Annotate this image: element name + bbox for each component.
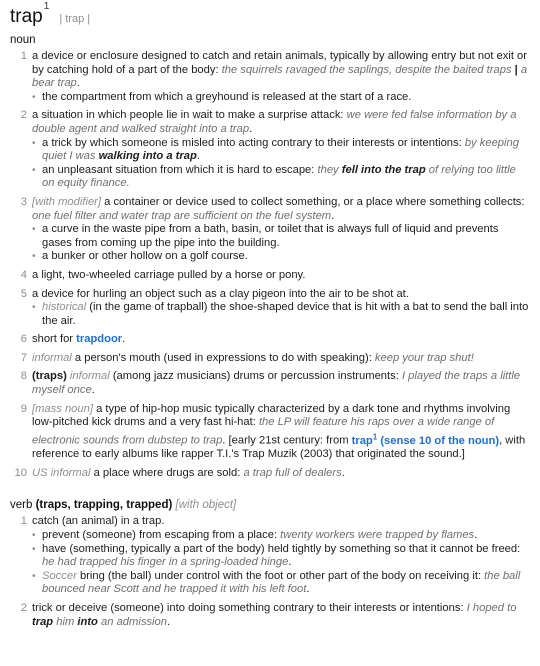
- verb-forms: (traps, trapping, trapped): [35, 499, 173, 512]
- punct: .: [249, 122, 253, 135]
- example: the LP will feature his raps over a wide range of electronic sounds from dubstep to trap: [32, 416, 495, 447]
- example: a bear trap: [32, 63, 528, 90]
- sense-number: 2: [20, 601, 27, 614]
- example: we were fed false information by a double agent and walked straight into a trap: [32, 109, 517, 135]
- definition: a device or enclosure designed to catch and retain animals, typically by allowing entry but not exit or by catching hold of a part of the body:: [32, 50, 528, 76]
- register-label: US informal: [32, 466, 91, 479]
- sense-number: 10: [14, 466, 27, 479]
- bullet-icon: •: [32, 137, 36, 149]
- example: they fell into the trap of relying too little on equity finance.: [42, 163, 516, 190]
- bullet-icon: •: [32, 543, 36, 555]
- punct: .: [306, 583, 310, 596]
- example: the squirrels ravaged the saplings, despite the baited traps: [221, 63, 512, 76]
- definition: a light, two-wheeled carriage pulled by a horse or pony.: [32, 268, 306, 281]
- noun-sense-4: [10, 269, 530, 283]
- definition: a bunker or other hollow on a golf course.: [42, 250, 248, 263]
- noun-sense-10: [10, 467, 530, 481]
- definition: the compartment from which a greyhound is released at the start of a race.: [42, 90, 412, 103]
- example: by keeping quiet I was walking into a trap: [42, 136, 519, 163]
- sense-number: 7: [20, 351, 27, 364]
- sense-number: 1: [20, 515, 27, 528]
- sense-number: 1: [20, 50, 27, 62]
- subsense: [32, 250, 530, 264]
- bullet-icon: •: [32, 529, 36, 541]
- register-label: [with modifier]: [32, 195, 102, 208]
- subsense: [32, 223, 530, 250]
- sense-number: 8: [20, 370, 27, 383]
- noun-sense-8: [10, 370, 530, 397]
- etymology: [early 21st century: from trap$^1$ (sense 10 of the noun), with reference to early albums like rapper T.I.'s Trap Muzik (2003) that originated the sound.]: [32, 431, 526, 461]
- pos-label: verb: [10, 499, 33, 512]
- noun-sense-9: [10, 403, 530, 462]
- definition: prevent (someone) from escaping from a place:: [42, 528, 278, 541]
- noun-sense-1: [10, 50, 530, 104]
- sense-number: 4: [20, 268, 27, 281]
- definition: an unpleasant situation from which it is hard to escape:: [42, 163, 315, 176]
- noun-sense-5: [10, 288, 530, 329]
- example: keep your trap shut!: [374, 351, 474, 364]
- sense-number: 2: [20, 109, 27, 122]
- definition: bring (the ball) under control with the foot or other part of the body on receiving it:: [79, 569, 482, 582]
- trapdoor-link[interactable]: trapdoor: [76, 333, 123, 346]
- bullet-icon: •: [32, 570, 36, 582]
- definition: catch (an animal) in a trap.: [32, 515, 165, 528]
- punct: .: [91, 384, 95, 397]
- example: the ball bounced near Scott and he trapped it with his left foot: [42, 569, 521, 596]
- definition: (in the game of trapball) the shoe-shaped device that is hit with a bat to send the ball into the air.: [42, 301, 529, 327]
- noun-sense-7: [10, 352, 530, 366]
- verb-sense-2: [10, 602, 530, 629]
- punct: .: [341, 466, 345, 479]
- example: I hoped to trap him into an admission: [32, 601, 517, 628]
- punct: .: [474, 528, 478, 541]
- headword-row: [10, 0, 530, 28]
- definition: a person's mouth (used in expressions to do with speaking):: [74, 351, 372, 364]
- form-label: (traps): [32, 370, 67, 383]
- definition: trick or deceive (someone) into doing something contrary to their interests or intentions:: [32, 601, 464, 614]
- example: a trap full of dealers: [243, 466, 342, 479]
- subsense: [32, 91, 530, 105]
- definition: have (something, typically a part of the body) held tightly by something so that it cannot be freed:: [42, 542, 521, 555]
- headword: trap$^1$: [10, 0, 50, 27]
- sense-number: 6: [20, 333, 27, 346]
- bullet-icon: •: [32, 302, 36, 314]
- punct: .: [222, 434, 226, 447]
- sense-number: 5: [20, 287, 27, 300]
- sense-number: 9: [20, 402, 27, 415]
- pos-noun: noun: [10, 34, 36, 46]
- noun-sense-6: [10, 333, 530, 347]
- register-label: [with object]: [175, 499, 237, 512]
- separator: |: [514, 63, 518, 76]
- definition: a trick by which someone is misled into acting contrary to their interests or intentions:: [42, 136, 462, 149]
- definition: a container or device used to collect something, or a place where something collects:: [104, 195, 525, 208]
- register-label: Soccer: [42, 569, 77, 582]
- bullet-icon: •: [32, 164, 36, 176]
- definition: (among jazz musicians) drums or percussion instruments:: [112, 370, 399, 383]
- definition: a type of hip-hop music typically characterized by a dark tone and rhythms involving low-pitched kick drums and a very fast hi-hat:: [32, 402, 511, 429]
- pronunciation: | trap |: [59, 13, 91, 25]
- definition: a device for hurling an object such as a clay pigeon into the air to be shot at.: [32, 287, 409, 300]
- trap-cross-reference-link[interactable]: trap$^1$ (sense 10 of the noun): [351, 431, 500, 447]
- punct: .: [288, 556, 292, 569]
- definition: short for: [32, 333, 74, 346]
- bullet-icon: •: [32, 251, 36, 263]
- sense-number: 3: [20, 195, 27, 208]
- punct: .: [122, 333, 126, 346]
- register-label: informal: [32, 351, 72, 364]
- subsense: [32, 301, 530, 328]
- definition: a situation in which people lie in wait to make a surprise attack:: [32, 109, 344, 122]
- definition: a place where drugs are sold:: [93, 466, 241, 479]
- punct: .: [76, 77, 80, 90]
- verb-sense-1: [10, 515, 530, 597]
- subsense: [32, 570, 530, 597]
- pos-verb: [10, 499, 530, 511]
- punct: .: [196, 150, 200, 163]
- example: he had trapped his finger in a spring-loaded hinge: [42, 556, 289, 569]
- punct: .: [166, 615, 171, 628]
- subsense: [32, 164, 530, 191]
- bullet-icon: •: [32, 224, 36, 236]
- subsense: [32, 529, 530, 543]
- noun-sense-3: [10, 196, 530, 264]
- example: one fuel filter and water trap are sufficient on the fuel system: [32, 209, 332, 222]
- register-label: informal: [69, 370, 110, 383]
- register-label: [mass noun]: [32, 402, 93, 415]
- punct: .: [331, 209, 335, 222]
- bullet-icon: •: [32, 91, 36, 103]
- homograph-number: 1: [43, 0, 50, 12]
- example: I played the traps a little myself once: [32, 370, 521, 397]
- noun-sense-2: [10, 109, 530, 191]
- register-label: historical: [42, 301, 87, 314]
- example: twenty workers were trapped by flames: [280, 528, 475, 541]
- definition: a curve in the waste pipe from a bath, basin, or toilet that is always full of liquid and prevents gases from coming up the pipe into the building.: [42, 223, 499, 249]
- subsense: [32, 137, 530, 164]
- subsense: [32, 543, 530, 570]
